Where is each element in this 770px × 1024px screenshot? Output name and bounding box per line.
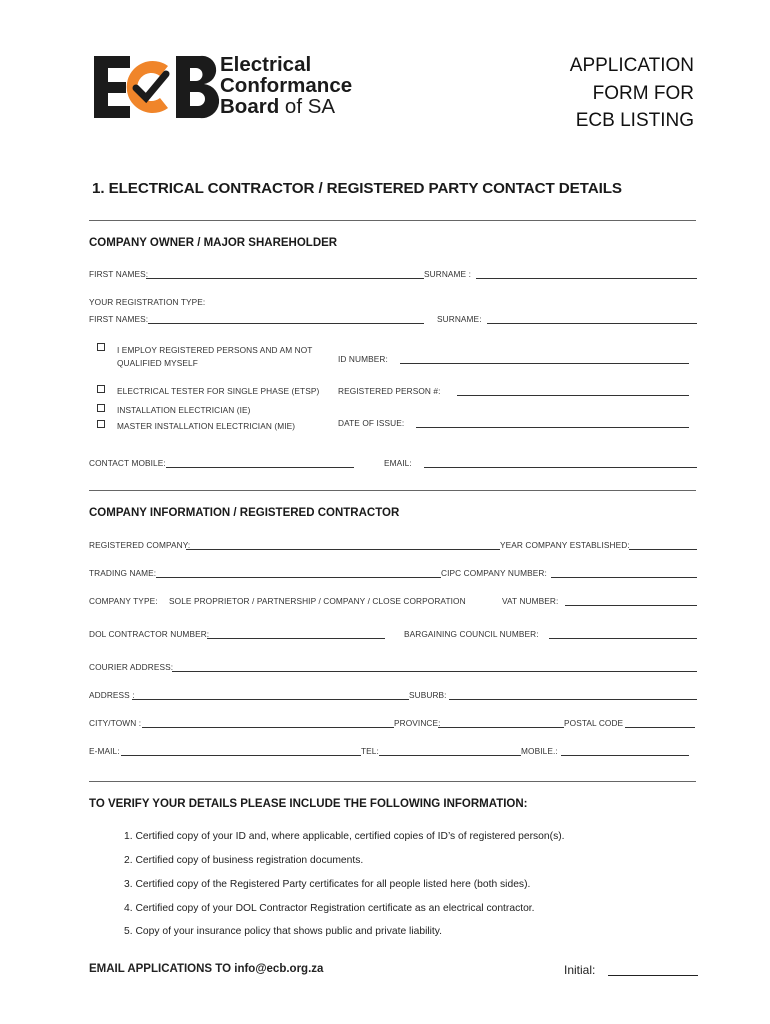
option-etsp: ELECTRICAL TESTER FOR SINGLE PHASE (ETSP) [117, 386, 320, 396]
dol-field[interactable] [207, 638, 385, 639]
company-type-options[interactable]: SOLE PROPRIETOR / PARTNERSHIP / COMPANY / CLOSE CORPORATION [169, 596, 466, 606]
date-of-issue-label: DATE OF ISSUE: [338, 418, 405, 428]
city-label: CITY/TOWN : [89, 718, 142, 728]
option-employ-registered [117, 344, 312, 369]
tel-field[interactable] [379, 755, 521, 756]
address-field[interactable] [132, 699, 409, 700]
owner-surname-field[interactable] [476, 278, 697, 279]
vat-field[interactable] [565, 605, 697, 606]
logo-line-2: Conformance [220, 74, 353, 97]
company-email-label: E-MAIL: [89, 746, 120, 756]
company-type-label: COMPANY TYPE: [89, 596, 158, 606]
option-employ-registered-line-1: I EMPLOY REGISTERED PERSONS AND AM NOT [117, 345, 313, 355]
verify-item-3: 3. Certified copy of the Registered Party certificates for all people listed here (both sides). [124, 879, 531, 890]
ecb-logo-mark [92, 52, 222, 122]
owner-first-names-label: FIRST NAMES: [89, 269, 149, 279]
dol-label: DOL CONTRACTOR NUMBER: [89, 629, 210, 639]
logo-line-1: Electrical [220, 53, 312, 76]
registered-person-label: REGISTERED PERSON #: [338, 386, 441, 396]
reg-first-names-label: FIRST NAMES: [89, 314, 149, 324]
bargaining-field[interactable] [549, 638, 697, 639]
checkbox-employ-registered[interactable] [97, 343, 105, 351]
courier-label: COURIER ADDRESS: [89, 662, 174, 672]
contact-mobile-field[interactable] [166, 467, 354, 468]
section-divider-1 [89, 220, 696, 221]
form-title [570, 52, 694, 135]
section-divider-3 [89, 781, 696, 782]
owner-first-names-field[interactable] [146, 278, 424, 279]
cipc-label: CIPC COMPANY NUMBER: [441, 568, 547, 578]
reg-surname-label: SURNAME: [437, 314, 482, 324]
initial-label: Initial: [564, 963, 596, 977]
logo-line-3-bold: Board [220, 95, 280, 118]
form-title-line-1: APPLICATION [569, 55, 694, 76]
section-divider-2 [89, 490, 696, 491]
postal-code-field[interactable] [625, 727, 695, 728]
form-title-line-3: ECB LISTING [575, 110, 694, 131]
reg-first-names-field[interactable] [148, 323, 424, 324]
verify-item-4: 4. Certified copy of your DOL Contractor Registration certificate as an electrical contractor. [124, 903, 535, 914]
owner-email-field[interactable] [424, 467, 697, 468]
contact-mobile-label: CONTACT MOBILE: [89, 458, 166, 468]
registration-type-label: YOUR REGISTRATION TYPE: [89, 297, 206, 307]
option-employ-registered-line-2: QUALIFIED MYSELF [117, 357, 198, 368]
logo-line-3-light: of SA [279, 95, 336, 118]
option-mie: MASTER INSTALLATION ELECTRICIAN (MIE) [117, 421, 296, 431]
id-number-field[interactable] [400, 363, 689, 364]
year-established-field[interactable] [629, 549, 697, 550]
date-of-issue-field[interactable] [416, 427, 689, 428]
section-1-heading: 1. ELECTRICAL CONTRACTOR / REGISTERED PARTY CONTACT DETAILS [92, 180, 622, 197]
vat-label: VAT NUMBER: [502, 596, 559, 606]
id-number-label: ID NUMBER: [338, 354, 388, 364]
courier-field[interactable] [172, 671, 697, 672]
tel-label: TEL: [361, 746, 379, 756]
company-email-field[interactable] [121, 755, 361, 756]
form-title-line-2: FORM FOR [592, 82, 694, 104]
checkbox-etsp[interactable] [97, 385, 105, 393]
registered-company-label: REGISTERED COMPANY: [89, 540, 191, 550]
owner-heading: COMPANY OWNER / MAJOR SHAREHOLDER [89, 237, 338, 249]
postal-code-label: POSTAL CODE [564, 718, 624, 728]
mobile-field[interactable] [561, 755, 689, 756]
owner-surname-label: SURNAME : [424, 269, 471, 279]
checkbox-ie[interactable] [97, 404, 105, 412]
initial-field[interactable] [608, 975, 698, 976]
verify-heading: TO VERIFY YOUR DETAILS PLEASE INCLUDE THE FOLLOWING INFORMATION: [89, 798, 528, 810]
mobile-label: MOBILE.: [521, 746, 558, 756]
address-label: ADDRESS : [89, 690, 135, 700]
verify-item-2: 2. Certified copy of business registration documents. [124, 855, 364, 866]
logo-wordmark [220, 54, 352, 117]
city-field[interactable] [142, 727, 394, 728]
option-ie: INSTALLATION ELECTRICIAN (IE) [117, 405, 251, 415]
registered-company-field[interactable] [186, 549, 500, 550]
suburb-field[interactable] [449, 699, 697, 700]
bargaining-label: BARGAINING COUNCIL NUMBER: [404, 629, 539, 639]
trading-name-field[interactable] [156, 577, 441, 578]
reg-surname-field[interactable] [487, 323, 697, 324]
logo-line-3 [220, 96, 352, 117]
verify-item-1: 1. Certified copy of your ID and, where applicable, certified copies of ID’s of registered person(s). [124, 831, 565, 842]
owner-email-label: EMAIL: [384, 458, 412, 468]
province-field[interactable] [438, 727, 564, 728]
verify-item-5: 5. Copy of your insurance policy that shows public and private liability. [124, 926, 443, 937]
cipc-field[interactable] [551, 577, 697, 578]
email-applications-note: EMAIL APPLICATIONS TO info@ecb.org.za [89, 963, 324, 975]
trading-name-label: TRADING NAME: [89, 568, 157, 578]
year-established-label: YEAR COMPANY ESTABLISHED: [500, 540, 630, 550]
suburb-label: SUBURB: [409, 690, 447, 700]
checkbox-mie[interactable] [97, 420, 105, 428]
company-heading: COMPANY INFORMATION / REGISTERED CONTRACTOR [89, 507, 400, 519]
province-label: PROVINCE: [394, 718, 441, 728]
registered-person-field[interactable] [457, 395, 689, 396]
